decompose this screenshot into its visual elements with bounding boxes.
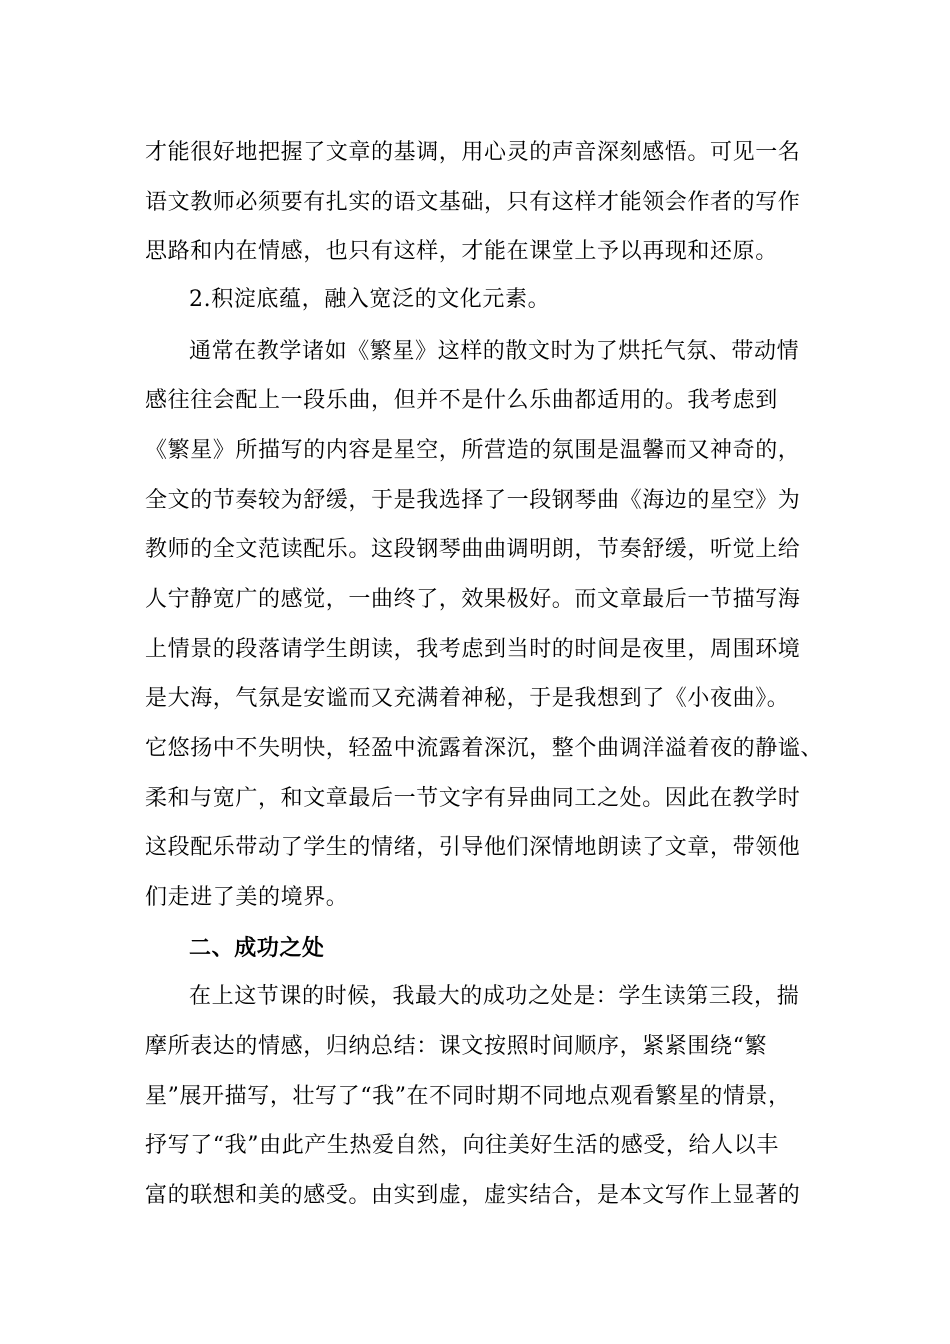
- paragraph-line: 语文教师必须要有扎实的语文基础，只有这样才能领会作者的写作: [145, 190, 801, 215]
- paragraph-line: 才能很好地把握了文章的基调，用心灵的声音深刻感悟。可见一名: [145, 140, 801, 165]
- paragraph-line: 全文的节奏较为舒缓，于是我选择了一段钢琴曲《海边的星空》为: [145, 488, 801, 513]
- section-heading: 二、成功之处: [189, 935, 325, 961]
- subheading-line: 2.积淀底蕴，融入宽泛的文化元素。: [189, 287, 551, 312]
- paragraph-line: 思路和内在情感，也只有这样，才能在课堂上予以再现和还原。: [145, 239, 778, 264]
- paragraph-line: 通常在教学诸如《繁星》这样的散文时为了烘托气氛、带动情: [189, 339, 800, 364]
- paragraph-line: 星”展开描写，壮写了“我”在不同时期不同地点观看繁星的情景，: [145, 1084, 791, 1109]
- paragraph-line: 感往往会配上一段乐曲，但并不是什么乐曲都适用的。我考虑到: [145, 388, 778, 413]
- paragraph-line: 它悠扬中不失明快，轻盈中流露着深沉，整个曲调洋溢着夜的静谧、: [145, 736, 824, 761]
- paragraph-line: 人宁静宽广的感觉，一曲终了，效果极好。而文章最后一节描写海: [145, 587, 801, 612]
- paragraph-line: 这段配乐带动了学生的情绪，引导他们深情地朗读了文章，带领他: [145, 835, 801, 860]
- paragraph-line: 在上这节课的时候，我最大的成功之处是：学生读第三段，揣: [189, 984, 800, 1009]
- paragraph-line: 抒写了“我”由此产生热爱自然，向往美好生活的感受，给人以丰: [145, 1133, 779, 1158]
- paragraph-line: 是大海，气氛是安谧而又充满着神秘，于是我想到了《小夜曲》。: [145, 686, 790, 711]
- paragraph-line: 摩所表达的情感，归纳总结：课文按照时间顺序，紧紧围绕“繁: [145, 1034, 768, 1059]
- paragraph-line: 富的联想和美的感受。由实到虚，虚实结合，是本文写作上显著的: [145, 1183, 801, 1208]
- paragraph-line: 上情景的段落请学生朗读，我考虑到当时的时间是夜里，周围环境: [145, 637, 801, 662]
- paragraph-line: 《繁星》所描写的内容是星空，所营造的氛围是温馨而又神奇的，: [145, 438, 801, 463]
- paragraph-line: 柔和与宽广，和文章最后一节文字有异曲同工之处。因此在教学时: [145, 786, 801, 811]
- paragraph-line: 们走进了美的境界。: [145, 885, 349, 910]
- paragraph-line: 教师的全文范读配乐。这段钢琴曲曲调明朗，节奏舒缓，听觉上给: [145, 537, 801, 562]
